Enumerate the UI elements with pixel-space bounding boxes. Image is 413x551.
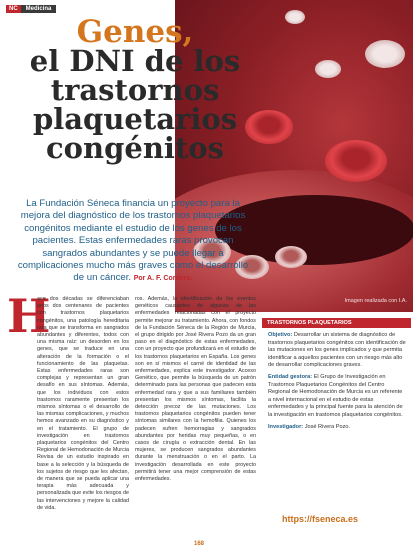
platelet (285, 10, 305, 24)
objective-label: Objetivo: (268, 332, 293, 338)
fseneca-link[interactable]: https://fseneca.es (282, 514, 359, 524)
author-byline: Por A. F. Cordero. (133, 275, 193, 283)
body-text-1: ace dos décadas se diferenciaban unos dos centenares de pacientes con trastornos plaquetarios congénitos, una patología hereditaria rara que se transforma en sangrados abundantes y diferentes, todos con una misma raíz: un desorden en los genes, que se traduce en una alteración de la formación o el funcionamiento de las plaquetas. Estas enfermedades raras son complejas y representan un gran desafío en sus síntomas. Además, que los individuos con estos trastornos raramente presentan los mismos síntomas o el desarrollo de las mismas complicaciones, y muchos hemos avanzado en su diagnóstico y en el tratamiento. El grupo de investigación en trastornos plaquetarios congénitos del Centro Regional de Hemodonación de Murcia Revisa de un estudio inspirado en base a la selección y la búsqueda de los sujetos de riesgo que les afectan, de manera que se pueda aplicar una terapia más adecuada y personalizada que evite los riesgos de las intervenciones y mejore la calidad de vida. (37, 296, 129, 511)
platelet (365, 40, 405, 68)
title-line-4: plaquetarios (32, 102, 238, 136)
magazine-tag: NC (6, 5, 21, 13)
sidebar-heading: TRASTORNOS PLAQUETARIOS (262, 318, 411, 328)
entity-paragraph (268, 374, 406, 420)
entity-text: El Grupo de Investigación en Trastornos Plaquetarios Congénitos del Centro Regional de Hemodonación de Murcia es un referente a nivel internacional en el estudio de estas enfermedades y la principal fuente para la atención de la investigación en trastornos plaquetarios congénitos. (268, 373, 403, 418)
entity-label: Entidad gestora: (268, 373, 313, 380)
title-line-2: el DNI de los (29, 44, 241, 78)
researcher-text: José Rivera Pozo. (304, 423, 351, 430)
title-line-5: congénitos (46, 131, 224, 165)
body-column-2 (135, 296, 256, 536)
section-tag (6, 5, 56, 13)
researcher-label: Investigador: (268, 423, 304, 430)
body-column-1 (7, 289, 129, 536)
page-number: 168 (194, 541, 205, 547)
blood-cell (325, 140, 387, 182)
blood-cell (275, 246, 307, 268)
body-text-2: ros. Además, la identificación de los eventos genéticos causantes de algunas de las enfermedades relacionadas con el proyecto permite mejorar su tratamiento. Ahora, con fondos de la Fundación Séneca de la Región de Murcia, el grupo dirigido por José Rivera Pozo da un gran paso en el diagnóstico de estas enfermedades, con un proyecto que profundizará en el estudio de los trastornos plaquetarios en España. Los genes son en sí mismos el carné de identidad de las enfermedades, explica este investigador. Acceso Genético, que permite la búsqueda de un patrón determinado para las personas que padecen esta enfermedad rara y que a sus familiares también presentan los mismos síntomas, facilita la detección precoz de las mutaciones. Los trastornos plaquetarios congénitos pueden tener síntomas similares con la hemofilia. Quienes los padecen sufren hemorragias y sangrados abundantes por heridas muy pequeñas, o en casos de cirugía o extracción dental. En las mujeres, se producen sangrados abundantes durante la menstruación o en el parto. La investigación desarrollada en este proyecto permitirá tener una mejor comprensión de estas enfermedades. (135, 296, 256, 483)
sidebar-body (262, 328, 411, 431)
objective-text: Desarrollar un sistema de diagnóstico de trastornos plaquetarios congénitos con identificación de las mutaciones en los genes implicados y que permita identificar a aquellos pacientes con un riesgo más alto de desarrollar complicaciones graves. (268, 332, 406, 369)
image-credit: Imagen realizada con I.A. (344, 298, 407, 304)
title-line-3: trastornos (50, 73, 220, 107)
lead-text: La Fundación Séneca financia un proyecto para la mejora del diagnóstico de los trastornos plaquetarios congénitos mediante el estudio de los genes de los pacientes. Estas enfermedades raras provocan sangrados abundantes y se puede llegar a complicaciones mucho más graves como el desarrollo de un cáncer. (17, 198, 249, 284)
objective-paragraph (268, 332, 406, 370)
researcher-paragraph (268, 424, 406, 432)
platelet (315, 60, 341, 78)
info-sidebar (262, 318, 411, 534)
section-label: Medicina (21, 5, 57, 13)
title-line-1: Genes, (76, 14, 194, 50)
article-lead (14, 198, 252, 286)
drop-cap: H (7, 289, 51, 343)
article-title (0, 14, 270, 165)
